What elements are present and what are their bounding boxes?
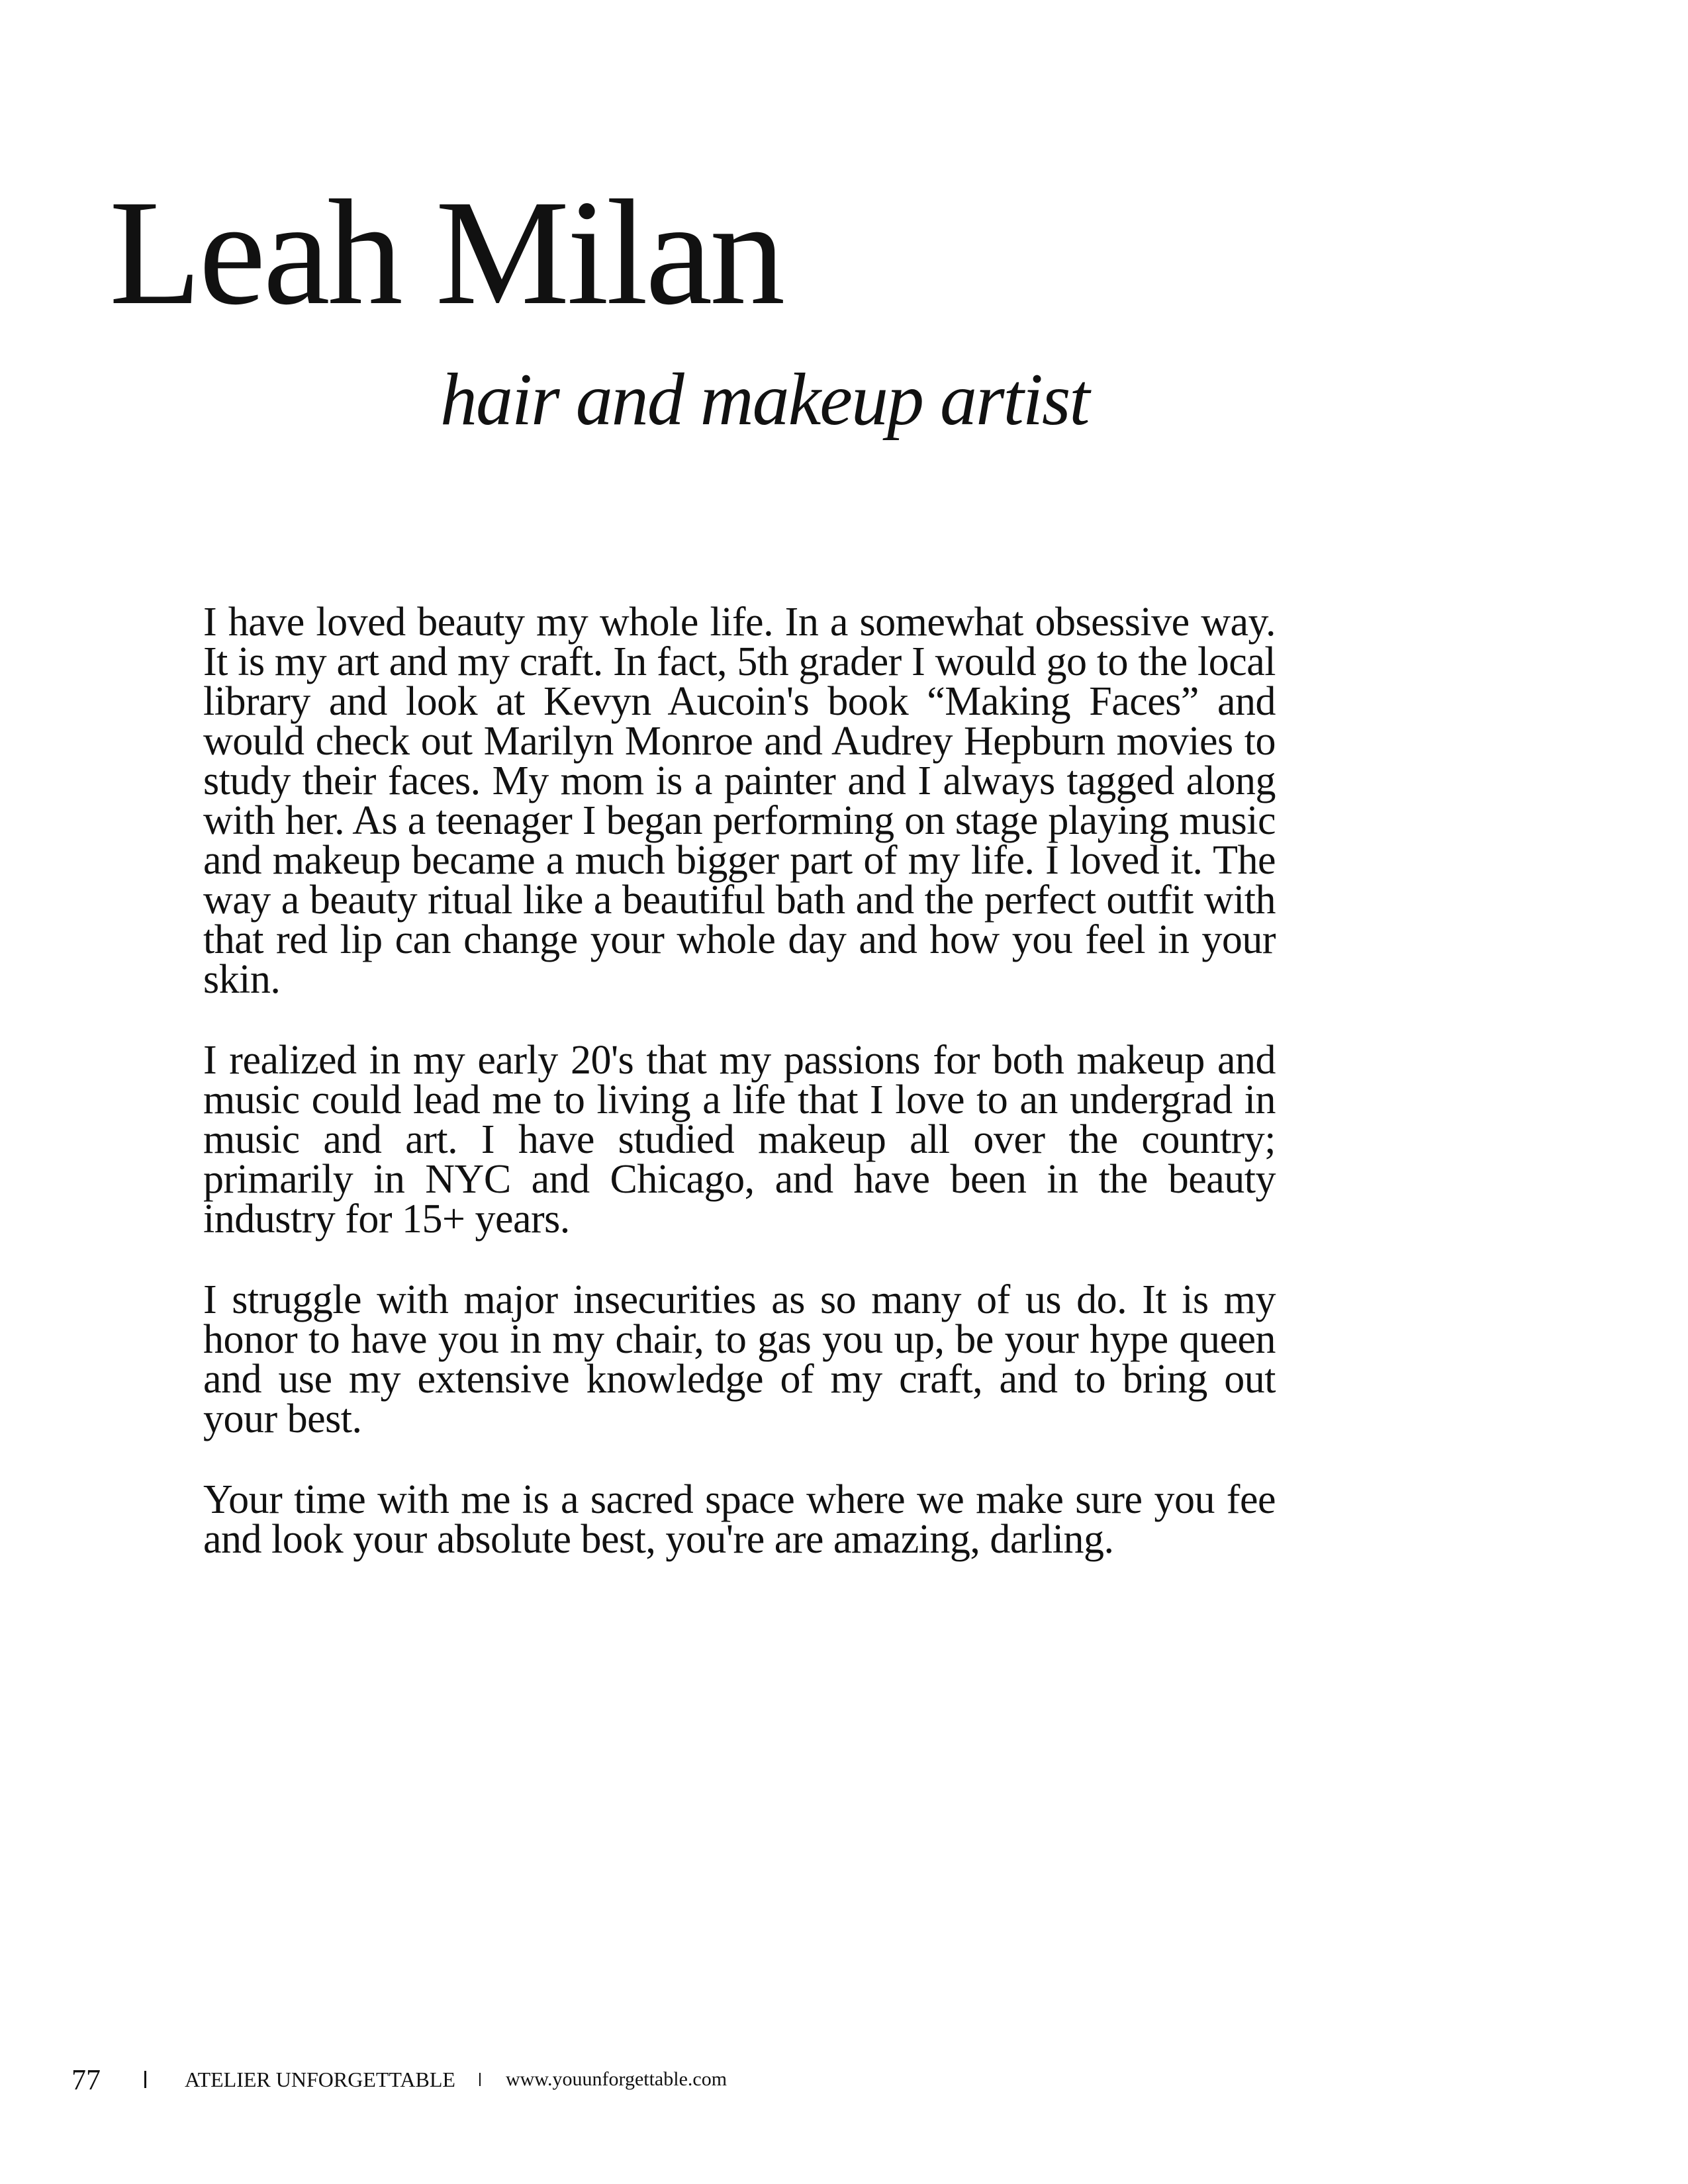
article-paragraph: Your time with me is a sacred space where we make sure you fee and look your absolute best, you're are amazing, darling. <box>203 1477 1276 1562</box>
page-number: 77 <box>71 2063 101 2096</box>
page-subtitle: hair and makeup artist <box>440 359 1089 441</box>
publication-name: ATELIER UNFORGETTABLE <box>185 2067 455 2091</box>
article-body <box>203 602 1276 1600</box>
article-paragraph: I realized in my early 20's that my passions for both makeup and music could lead me to living a life that I love to an undergrad in music and art. I have studied makeup all over the country; primarily in NYC and Chicago, and have been in the beauty industry for 15+ years. <box>203 1038 1276 1242</box>
page-title: Leah Milan <box>109 169 783 336</box>
footer-divider <box>479 2073 481 2086</box>
website-link[interactable]: www.youunforgettable.com <box>505 2068 727 2090</box>
article-paragraph: I have loved beauty my whole life. In a somewhat obsessive way. It is my art and my craft. In fact, 5th grader I would go to the local library and look at Kevyn Aucoin's book “Making Faces” and would check out Marilyn Monroe and Audrey Hepburn movies to study their faces. My mom is a painter and I always tagged along with her. As a teenager I began performing on stage playing music and makeup became a much bigger part of my life. I loved it. The way a beauty ritual like a beautiful bath and the perfect outfit with that red lip can change your whole day and how you feel in your skin. <box>203 600 1276 1002</box>
page-footer <box>71 2060 727 2099</box>
footer-divider <box>144 2071 146 2088</box>
article-paragraph: I struggle with major insecurities as so many of us do. It is my honor to have you in my chair, to gas you up, be your hype queen and use my extensive knowledge of my craft, and to bring out your best. <box>203 1277 1276 1441</box>
